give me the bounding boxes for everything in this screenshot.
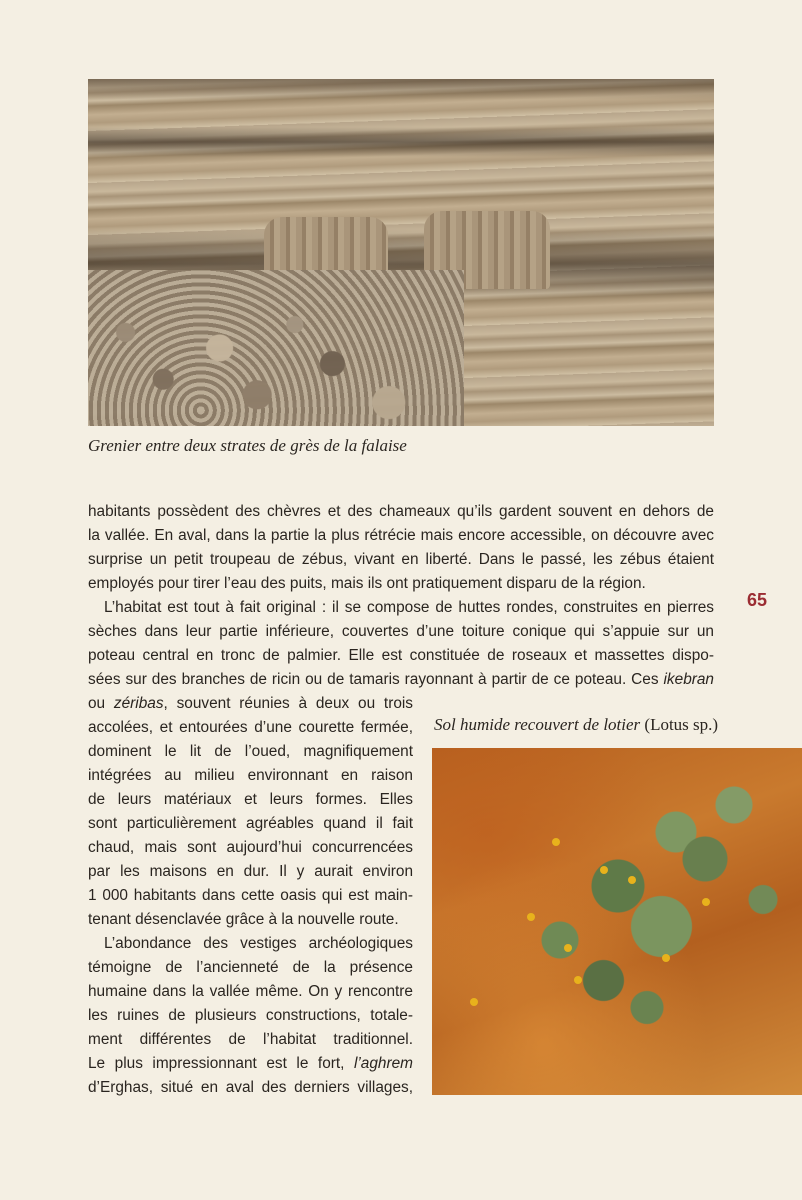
body-line [88,1052,413,1076]
body-line: d’Erghas, situé en aval des derniers villages, [88,1079,413,1096]
body-line: dominent le lit de l’oued, magnifiquement [88,743,413,760]
lotus-flower [552,838,560,846]
lotus-flower [470,998,478,1006]
body-emphasis: l’aghrem [353,1055,413,1072]
body-line: chaud, mais sont aujourd’hui concurrencées [88,839,413,856]
body-line: poteau central en tronc de palmier. Elle est constituée de roseaux et massettes dispo- [88,647,714,664]
body-emphasis: zéribas [113,695,164,712]
body-line: intégrées au milieu environnant en raison [88,767,413,784]
body-line: sont particulièrement agréables quand il fait [88,815,413,832]
lotus-caption-plain: (Lotus sp.) [644,715,719,734]
body-line: 1 000 habitants dans cette oasis qui est main- [88,887,413,904]
body-emphasis: ikebran [663,671,714,688]
body-line: L’abondance des vestiges archéologiques [104,935,413,952]
body-line: ment différentes de l’habitat traditionnel. [88,1031,413,1048]
lotus-caption-italic: Sol humide recouvert de lotier [434,715,641,734]
lotus-flower [600,866,608,874]
body-line: sèches dans leur partie inférieure, couvertes d’une toiture conique qui s’appuie sur un [88,623,714,640]
body-text: sées sur des branches de ricin ou de tamaris rayonnant à partir de ce poteau. Ces [88,671,664,688]
body-line: humaine dans la vallée même. On y rencontre [88,983,413,1000]
body-line: la vallée. En aval, dans la partie la plus rétrécie mais encore accessible, on découvre avec [88,527,714,544]
body-line: témoigne de l’ancienneté de la présence [88,959,413,976]
body-line [88,692,413,716]
cliff-granary-photo [88,79,714,426]
body-text: Le plus impressionnant est le fort, [88,1055,354,1072]
body-line: de leurs matériaux et leurs formes. Elles [88,791,413,808]
body-text: ou [88,695,114,712]
body-line: habitants possèdent des chèvres et des chameaux qu’ils gardent souvent en dehors de [88,503,714,520]
cliff-photo-caption: Grenier entre deux strates de grès de la falaise [88,436,407,455]
lotus-flower [702,898,710,906]
lotus-plants [502,778,792,1048]
body-line [88,668,714,692]
body-line: accolées, et entourées d’une courette fermée, [88,719,413,736]
rock-rubble [88,270,464,426]
body-line: par les maisons en dur. Il y aurait environ [88,863,413,880]
lotus-photo-caption [434,715,718,735]
lotus-flower [527,913,535,921]
body-line: les ruines de plusieurs constructions, totale- [88,1007,413,1024]
lotus-flower [574,976,582,984]
lotus-flower [628,876,636,884]
lotus-flower [662,954,670,962]
body-text: , souvent réunies à deux ou trois [163,695,413,712]
body-line: surprise un petit troupeau de zébus, vivant en liberté. Dans le passé, les zébus étaient [88,551,714,568]
lotus-photo [432,748,802,1095]
lotus-flower [564,944,572,952]
page-number: 65 [747,590,768,610]
body-line: L’habitat est tout à fait original : il se compose de huttes rondes, construites en pierres [104,599,714,616]
rock-strata-shadow [88,127,714,157]
body-line: employés pour tirer l’eau des puits, mais ils ont pratiquement disparu de la région. [88,575,646,592]
body-line: tenant désenclavée grâce à la nouvelle route. [88,911,399,928]
